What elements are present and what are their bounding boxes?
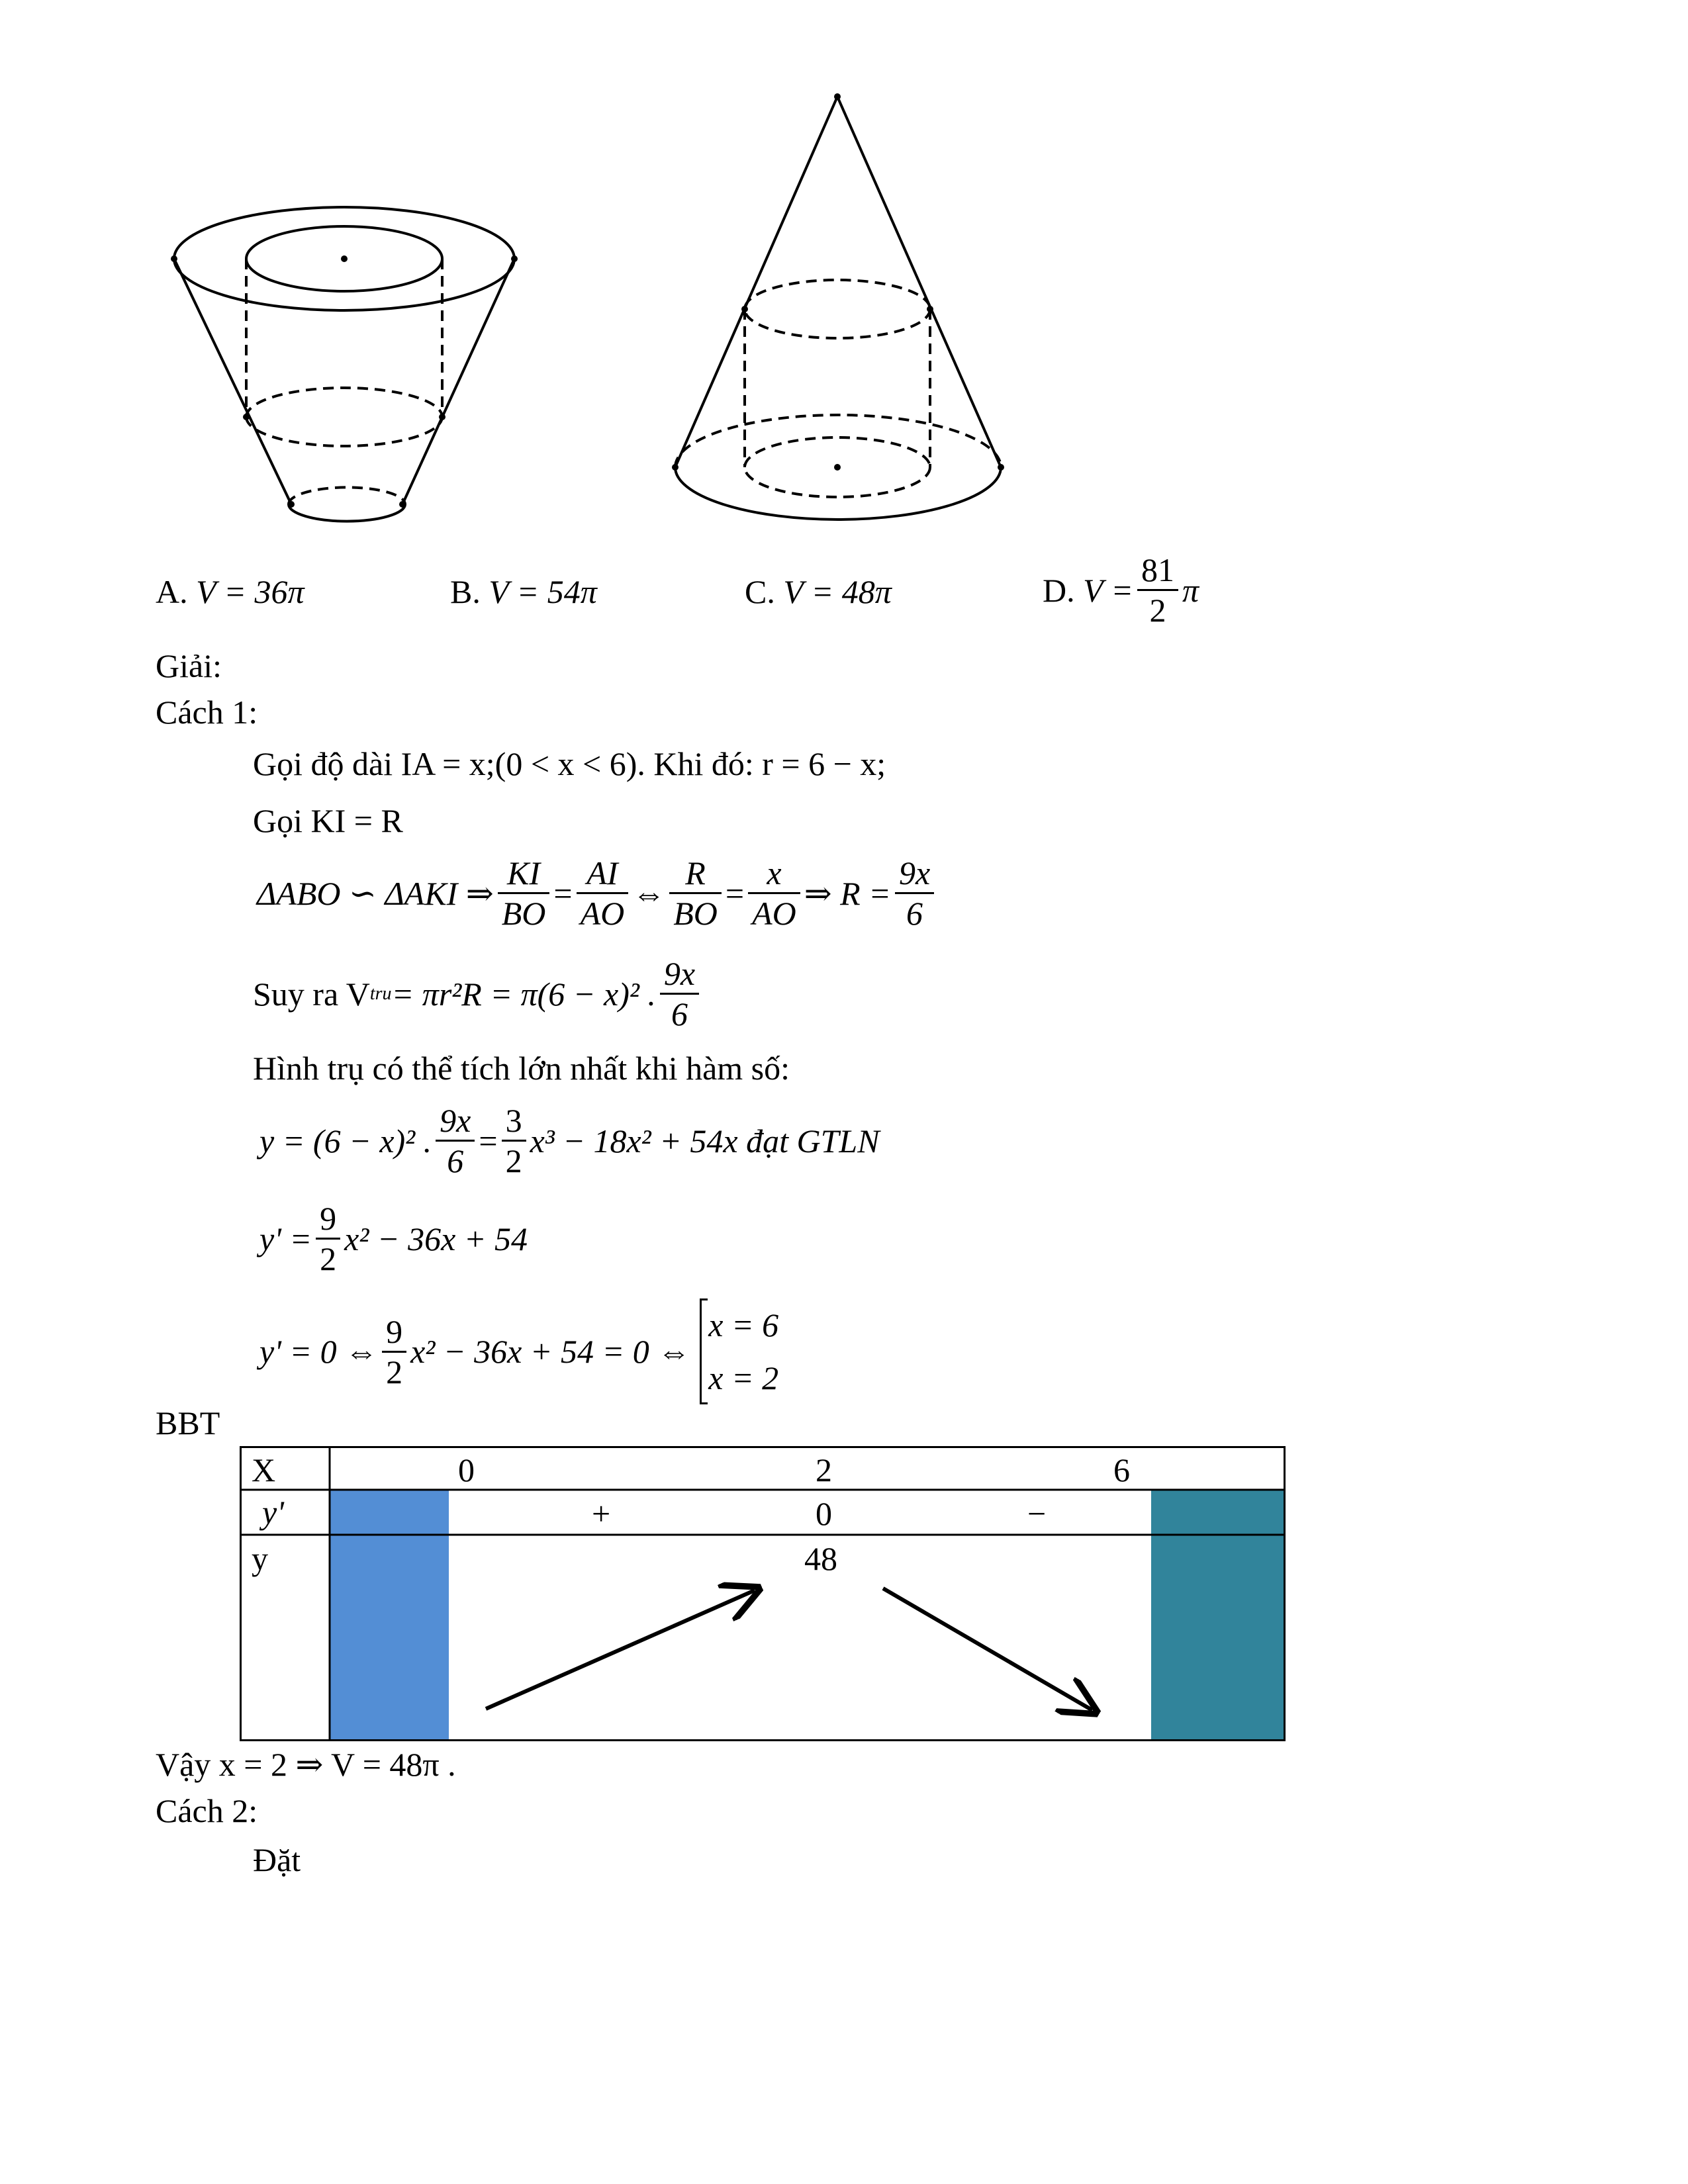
sign-zero: 0 bbox=[816, 1495, 832, 1532]
derivative-formula: y' = $\frac{9}{2}$ x² − 36x + 54 bbox=[259, 1200, 528, 1277]
solution-heading: Giải: bbox=[156, 647, 222, 684]
x-value-0: 0 bbox=[458, 1451, 475, 1488]
similar-triangles: ΔABO ∽ ΔAKI ⇒ $\frac{KI}{BO}$ = $\frac{AI}{AO}$ ⇔ $\frac{R}{BO}$ = $\frac{x}{AO}$ ⇒ R = $\frac{9x}{6}$ bbox=[257, 854, 938, 933]
frustum-right-side bbox=[402, 259, 514, 504]
x-value-6: 6 bbox=[1113, 1451, 1130, 1488]
cylinder2-top-ellipse bbox=[745, 280, 930, 338]
dat-text: Đặt bbox=[253, 1841, 301, 1878]
sign-negative: − bbox=[1027, 1495, 1047, 1532]
cone-base-front bbox=[675, 467, 1001, 520]
sign-positive: + bbox=[592, 1495, 611, 1532]
line-define-ia: Gọi độ dài IA = x;(0 < x < 6). Khi đó: r = 6 − x; bbox=[253, 745, 886, 782]
frustum-bottom-back bbox=[289, 487, 405, 504]
cone-center-dot bbox=[834, 464, 841, 471]
conclusion: Vậy x = 2 ⇒ V = 48π . bbox=[156, 1746, 456, 1783]
function-formula: y = (6 − x)² . $\frac{9x}{6}$ = $\frac{3}{2}$ x³ − 18x² + 54x đạt GTLN bbox=[259, 1102, 880, 1179]
method1-heading: Cách 1: bbox=[156, 694, 258, 731]
cone-figure bbox=[675, 97, 1001, 520]
variation-table bbox=[240, 1446, 1286, 1741]
option-c: C. V = 48π bbox=[745, 573, 892, 610]
table-grid bbox=[240, 1446, 1286, 1741]
option-d: D. V = $\frac{81}{2}$ π bbox=[1043, 551, 1199, 629]
frustum-center-dot bbox=[341, 255, 348, 262]
cylinder-bottom-front bbox=[246, 417, 442, 446]
frustum-bottom-front bbox=[289, 504, 405, 522]
frustum-left-side bbox=[174, 259, 291, 504]
figures bbox=[0, 0, 1688, 543]
increasing-arrow bbox=[486, 1590, 755, 1709]
option-a: A. V = 36π bbox=[156, 573, 305, 610]
cone-base-back bbox=[675, 415, 1001, 467]
derivative-roots: y' = 0 ⇔ $\frac{9}{2}$ x² − 36x + 54 = 0 ⇔ x = 6 x = 2 bbox=[259, 1298, 778, 1404]
row-label-x: X bbox=[252, 1451, 276, 1488]
line-max-volume: Hình trụ có thể tích lớn nhất khi hàm số: bbox=[253, 1050, 790, 1087]
frustum-figure bbox=[174, 207, 514, 522]
volume-formula: Suy ra V tru = πr²R = π(6 − x)² . $\frac{9x}{6}$ bbox=[253, 954, 703, 1033]
root-x6: x = 6 bbox=[708, 1306, 779, 1343]
row-label-dy: y' bbox=[262, 1494, 284, 1531]
option-b: B. V = 54π bbox=[450, 573, 597, 610]
decreasing-arrow bbox=[883, 1588, 1092, 1710]
cylinder-bottom-back bbox=[246, 388, 442, 417]
bbt-label: BBT bbox=[156, 1404, 220, 1441]
cone-apex-dot bbox=[834, 93, 841, 100]
method2-heading: Cách 2: bbox=[156, 1792, 258, 1829]
line-define-ki: Gọi KI = R bbox=[253, 802, 403, 839]
row-label-y: y bbox=[252, 1540, 268, 1577]
roots-bracket bbox=[700, 1298, 778, 1404]
x-value-2: 2 bbox=[816, 1451, 832, 1488]
root-x2: x = 2 bbox=[708, 1359, 779, 1396]
y-max-value: 48 bbox=[804, 1540, 837, 1577]
